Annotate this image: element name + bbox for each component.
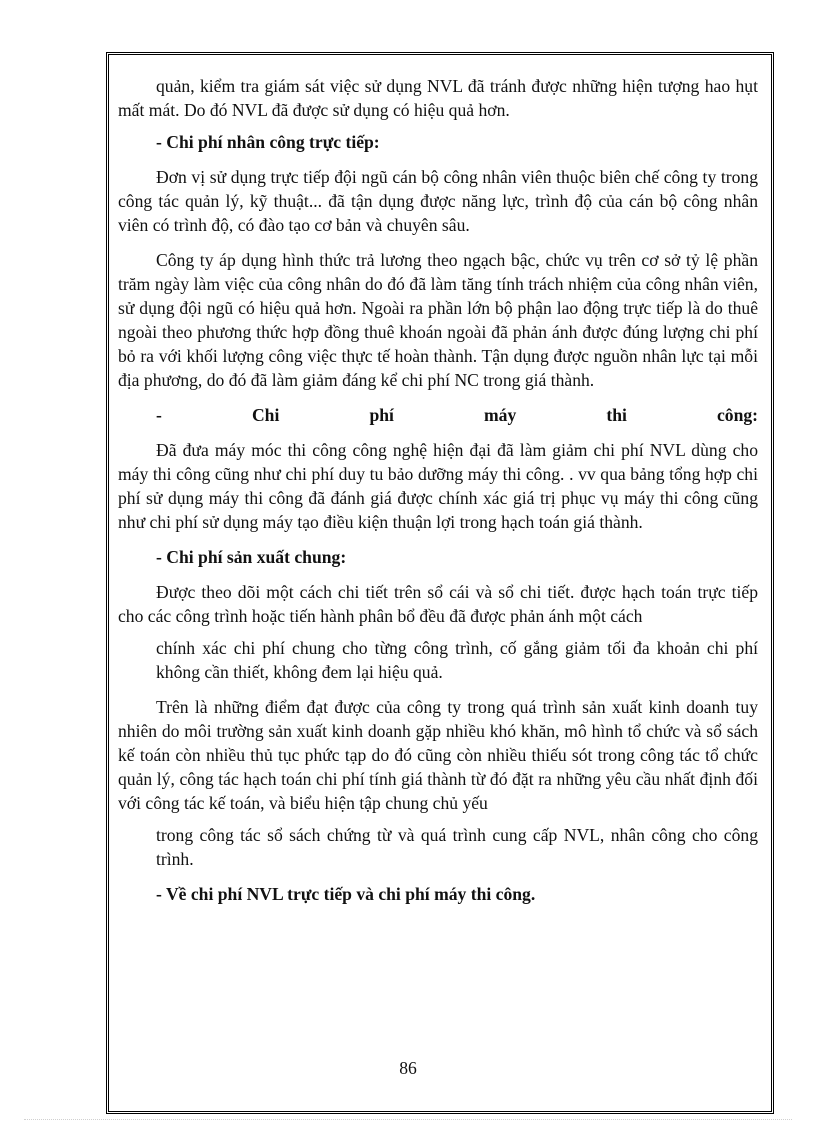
heading-dash: - xyxy=(156,547,167,567)
document-body xyxy=(118,74,758,906)
heading-word: thi xyxy=(606,405,627,425)
paragraph-general-cost-part2: chính xác chi phí chung cho từng công trình, cố gắng giảm tối đa khoản chi phí không cần thiết, không đem lại hiệu quả. xyxy=(156,638,758,682)
paragraph-machinery: Đã đưa máy móc thi công công nghệ hiện đại đã làm giảm chi phí NVL dùng cho máy thi công cũng như chi phí duy tu bảo dưỡng máy thi công. . vv qua bảng tổng hợp chi phí sử dụng máy thi công đã đánh giá được chính xác giá trị phục vụ máy thi công cũng như chi phí sử dụng máy tạo điều kiện thuận lợi trong hạch toán giá thành. xyxy=(118,440,758,532)
heading-word: phí xyxy=(369,405,394,425)
heading-materials-machine-cost xyxy=(118,882,758,906)
heading-word: máy xyxy=(484,405,517,425)
heading-dash: - xyxy=(156,405,162,425)
heading-word: công: xyxy=(716,405,759,425)
heading-machine-cost xyxy=(118,403,758,427)
heading-text: Về chi phí NVL trực tiếp và chi phí máy thi công. xyxy=(165,884,536,904)
paragraph-general-cost-part1: Được theo dõi một cách chi tiết trên sổ cái và sổ chi tiết. được hạch toán trực tiếp cho các công trình hoặc tiến hành phân bổ đều đã được phản ánh một cách xyxy=(118,582,758,626)
paragraph-summary-part1: Trên là những điểm đạt được của công ty trong quá trình sản xuất kinh doanh tuy nhiên do môi trường sản xuất kinh doanh gặp nhiều khó khăn, mô hình tổ chức và sổ sách kế toán còn nhiều thủ tục phức tạp do đó cũng còn nhiều thiếu sót trong công tác tổ chức quản lý, công tác hạch toán chi phí tính giá thành từ đó đặt ra những yêu cầu nhất định đối với công tác kế toán, và biểu hiện tập chung chủ yếu xyxy=(118,697,758,813)
heading-dash: - xyxy=(156,132,167,152)
heading-word: Chi xyxy=(251,405,280,425)
page-number: 86 xyxy=(399,1058,417,1078)
paragraph-continuation: quản, kiểm tra giám sát việc sử dụng NVL đã tránh được những hiện tượng hao hụt mất mát. Do đó NVL đã được sử dụng có hiệu quả hơn. xyxy=(118,76,758,120)
page-bottom-rule xyxy=(24,1119,792,1120)
heading-general-production-cost xyxy=(118,545,758,569)
heading-direct-labor-cost xyxy=(118,130,758,154)
heading-text: Chi phí nhân công trực tiếp: xyxy=(166,132,380,152)
heading-text: Chi phí sản xuất chung: xyxy=(166,547,347,567)
paragraph-summary-part2: trong công tác sổ sách chứng từ và quá trình cung cấp NVL, nhân công cho công trình. xyxy=(156,825,758,869)
heading-dash: - xyxy=(156,884,166,904)
paragraph-labor-staff: Đơn vị sử dụng trực tiếp đội ngũ cán bộ công nhân viên thuộc biên chế công ty trong công tác quản lý, kỹ thuật... đã tận dụng được năng lực, trình độ của cán bộ công nhân viên có trình độ, có đào tạo cơ bản và chuyên sâu. xyxy=(118,167,758,235)
paragraph-salary-policy: Công ty áp dụng hình thức trả lương theo ngạch bậc, chức vụ trên cơ sở tỷ lệ phần trăm ngày làm việc của công nhân do đó đã làm tăng tính trách nhiệm của công nhân viên, sử dụng đội ngũ có hiệu quả hơn. Ngoài ra phần lớn bộ phận lao động trực tiếp là do thuê ngoài theo phương thức hợp đồng thuê khoán ngoài đã phản ánh được đúng lượng chi phí bỏ ra với khối lượng công việc thực tế hoàn thành. Tận dụng được nguồn nhân lực tại mỗi địa phương, do đó đã làm giảm đáng kể chi phí NC trong giá thành. xyxy=(118,250,758,390)
